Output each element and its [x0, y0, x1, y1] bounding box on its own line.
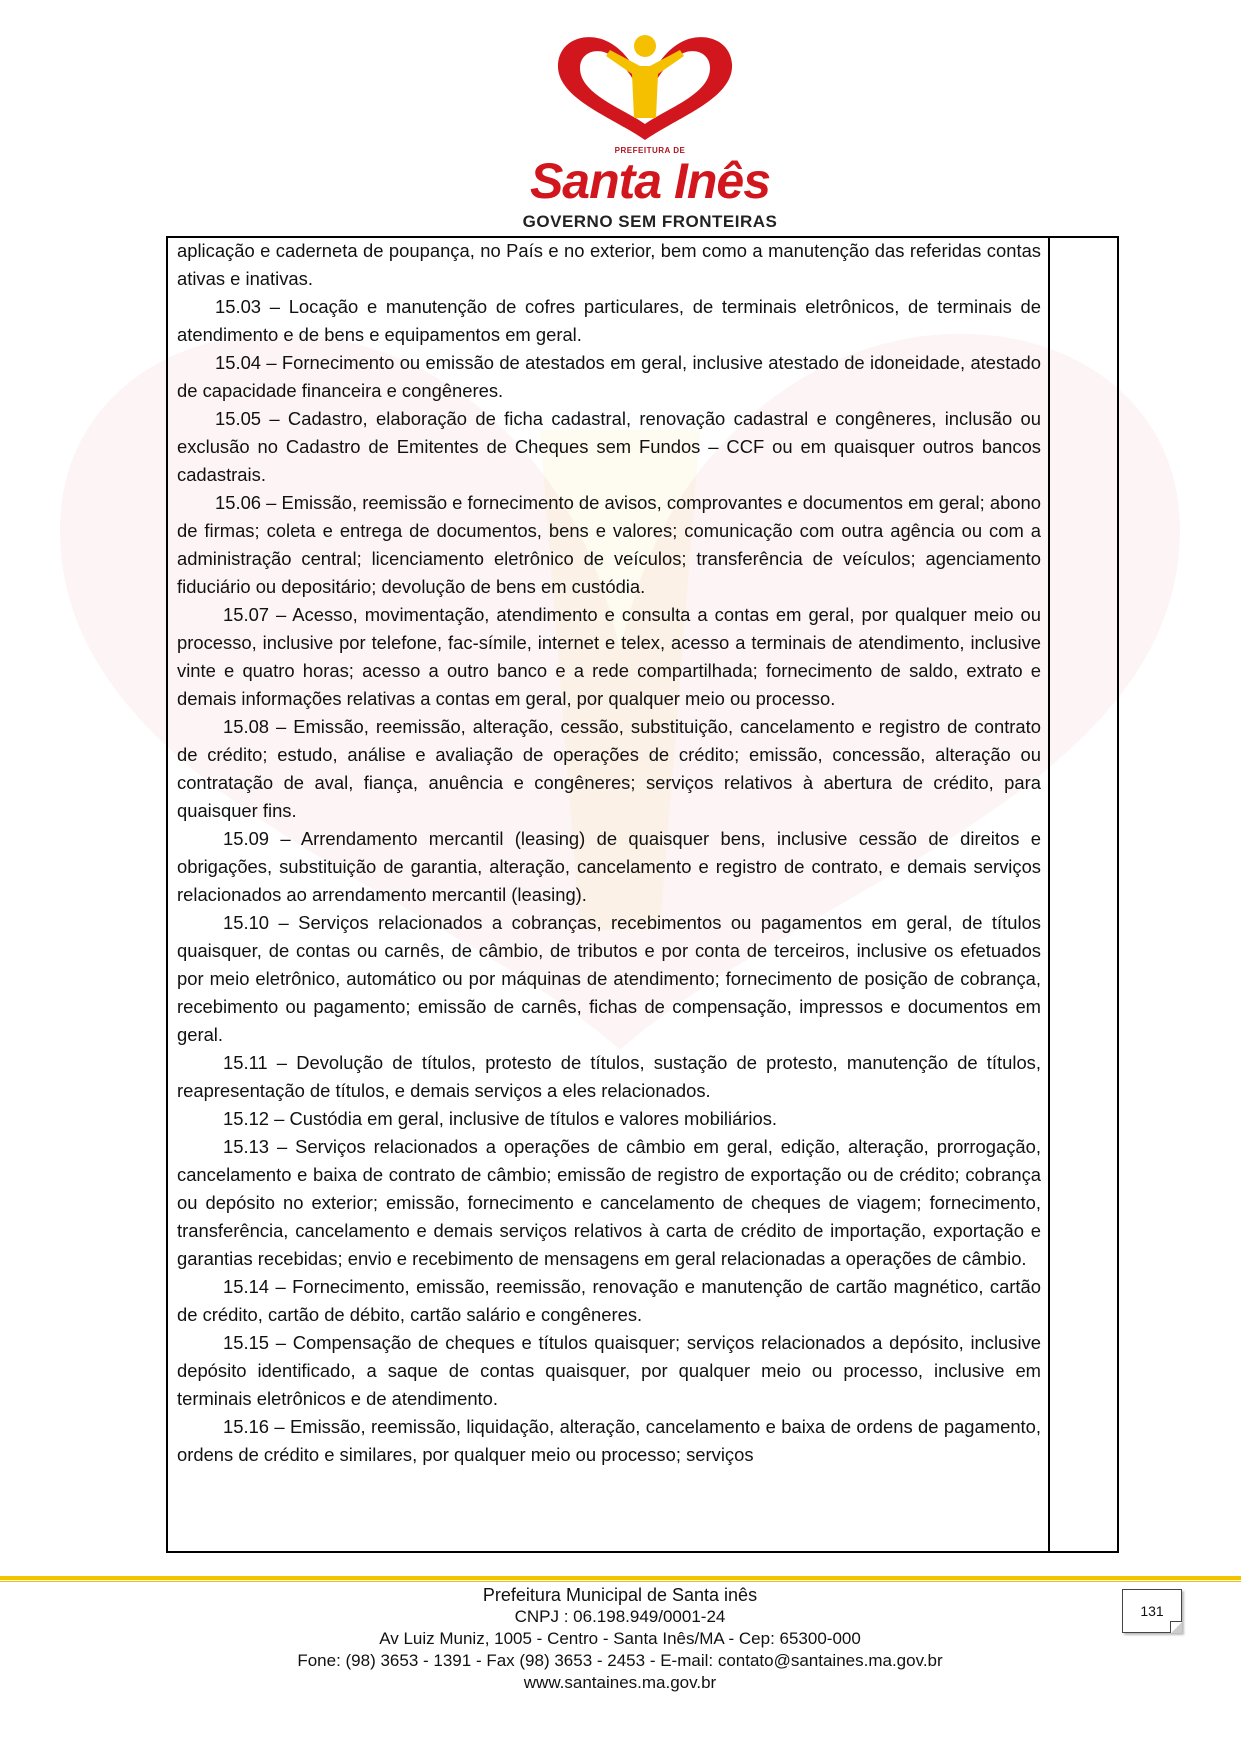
- logo-name: Santa Inês: [529, 153, 771, 209]
- page-footer: [150, 1584, 1090, 1694]
- heart-figure-icon: [550, 28, 740, 148]
- paragraph: 15.05 – Cadastro, elaboração de ficha cadastral, renovação cadastral e congêneres, inclusão ou exclusão no Cadastro de Emitentes de Cheques sem Fundos – CCF ou em quaisquer outros bancos cadastrais.: [177, 408, 1041, 485]
- logo-prefix: PREFEITURA DE: [614, 146, 686, 155]
- document-body: [177, 237, 1041, 1469]
- paragraph: 15.14 – Fornecimento, emissão, reemissão, renovação e manutenção de cartão magnético, cartão de crédito, cartão de débito, cartão salário e congêneres.: [177, 1276, 1041, 1325]
- paragraph: aplicação e caderneta de poupança, no País e no exterior, bem como a manutenção das referidas contas ativas e inativas.: [177, 240, 1041, 289]
- header-logo: [500, 28, 800, 231]
- footer-address: Av Luiz Muniz, 1005 - Centro - Santa Inês/MA - Cep: 65300-000: [379, 1629, 861, 1648]
- paragraph: 15.15 – Compensação de cheques e títulos quaisquer; serviços relacionados a depósito, inclusive depósito identificado, a saque de contas quaisquer, por qualquer meio ou processo, inclusive em terminais eletrônicos e de atendimento.: [177, 1332, 1041, 1409]
- paragraph: 15.09 – Arrendamento mercantil (leasing) de quaisquer bens, inclusive cessão de direitos e obrigações, substituição de garantia, alteração, cancelamento e registro de contrato, e demais serviços relacionados ao arrendamento mercantil (leasing).: [177, 828, 1041, 905]
- page-number: [1122, 1589, 1182, 1633]
- paragraph: 15.16 – Emissão, reemissão, liquidação, alteração, cancelamento e baixa de ordens de pagamento, ordens de crédito e similares, por qualquer meio ou processo; serviços: [177, 1416, 1041, 1465]
- paragraph: 15.07 – Acesso, movimentação, atendimento e consulta a contas em geral, por qualquer meio ou processo, inclusive por telefone, fac-símile, internet e telex, acesso a terminais de atendimento, inclusive vinte e quatro horas; acesso a outro banco e a rede compartilhada; fornecimento de saldo, extrato e demais informações relativas a contas em geral, por qualquer meio ou processo.: [177, 604, 1041, 709]
- page-number-label: 131: [1140, 1603, 1164, 1619]
- paragraph: 15.12 – Custódia em geral, inclusive de títulos e valores mobiliários.: [223, 1108, 778, 1129]
- footer-rule: [0, 1576, 1241, 1580]
- paragraph: 15.04 – Fornecimento ou emissão de atestados em geral, inclusive atestado de idoneidade, atestado de capacidade financeira e congêneres.: [177, 352, 1041, 401]
- footer-org: Prefeitura Municipal de Santa inês: [482, 1585, 758, 1605]
- logo-tagline: GOVERNO SEM FRONTEIRAS: [522, 212, 778, 231]
- paragraph: 15.08 – Emissão, reemissão, alteração, cessão, substituição, cancelamento e registro de contrato de crédito; estudo, análise e avaliação de operações de crédito; emissão, concessão, alteração ou contratação de aval, fiança, anuência e congêneres; serviços relativos à abertura de crédito, para quaisquer fins.: [177, 716, 1041, 821]
- footer-cnpj: CNPJ : 06.198.949/0001-24: [514, 1607, 726, 1626]
- paragraph: 15.03 – Locação e manutenção de cofres particulares, de terminais eletrônicos, de terminais de atendimento e de bens e equipamentos em geral.: [177, 296, 1041, 345]
- page-fold-icon: [1170, 1621, 1182, 1633]
- paragraph: 15.13 – Serviços relacionados a operações de câmbio em geral, edição, alteração, prorrogação, cancelamento e baixa de contrato de câmbio; emissão de registro de exportação ou de crédito; cobrança ou depósito no exterior; emissão, fornecimento e cancelamento de cheques de viagem; fornecimento, transferência, cancelamento e demais serviços relativos à carta de crédito de importação, exportação e garantias recebidas; envio e recebimento de mensagens em geral relacionadas a operações de câmbio.: [177, 1136, 1041, 1269]
- paragraph: 15.06 – Emissão, reemissão e fornecimento de avisos, comprovantes e documentos em geral; abono de firmas; coleta e entrega de documentos, bens e valores; comunicação com outra agência ou com a administração central; licenciamento eletrônico de veículos; transferência de veículos; agenciamento fiduciário ou depositário; devolução de bens em custódia.: [177, 492, 1041, 597]
- frame-column-divider: [1048, 238, 1050, 1551]
- footer-contact: Fone: (98) 3653 - 1391 - Fax (98) 3653 - 2453 - E-mail: contato@santaines.ma.gov.br: [297, 1651, 943, 1670]
- paragraph: 15.11 – Devolução de títulos, protesto de títulos, sustação de protesto, manutenção de títulos, reapresentação de títulos, e demais serviços a eles relacionados.: [177, 1052, 1041, 1101]
- footer-rule-thin: [0, 1581, 1241, 1582]
- footer-website: www.santaines.ma.gov.br: [523, 1673, 717, 1692]
- paragraph: 15.10 – Serviços relacionados a cobranças, recebimentos ou pagamentos em geral, de títulos quaisquer, de contas ou carnês, de câmbio, de tributos e por conta de terceiros, inclusive os efetuados por meio eletrônico, automático ou por máquinas de atendimento; fornecimento de posição de cobrança, recebimento ou pagamento; emissão de carnês, fichas de compensação, impressos e documentos em geral.: [177, 912, 1041, 1045]
